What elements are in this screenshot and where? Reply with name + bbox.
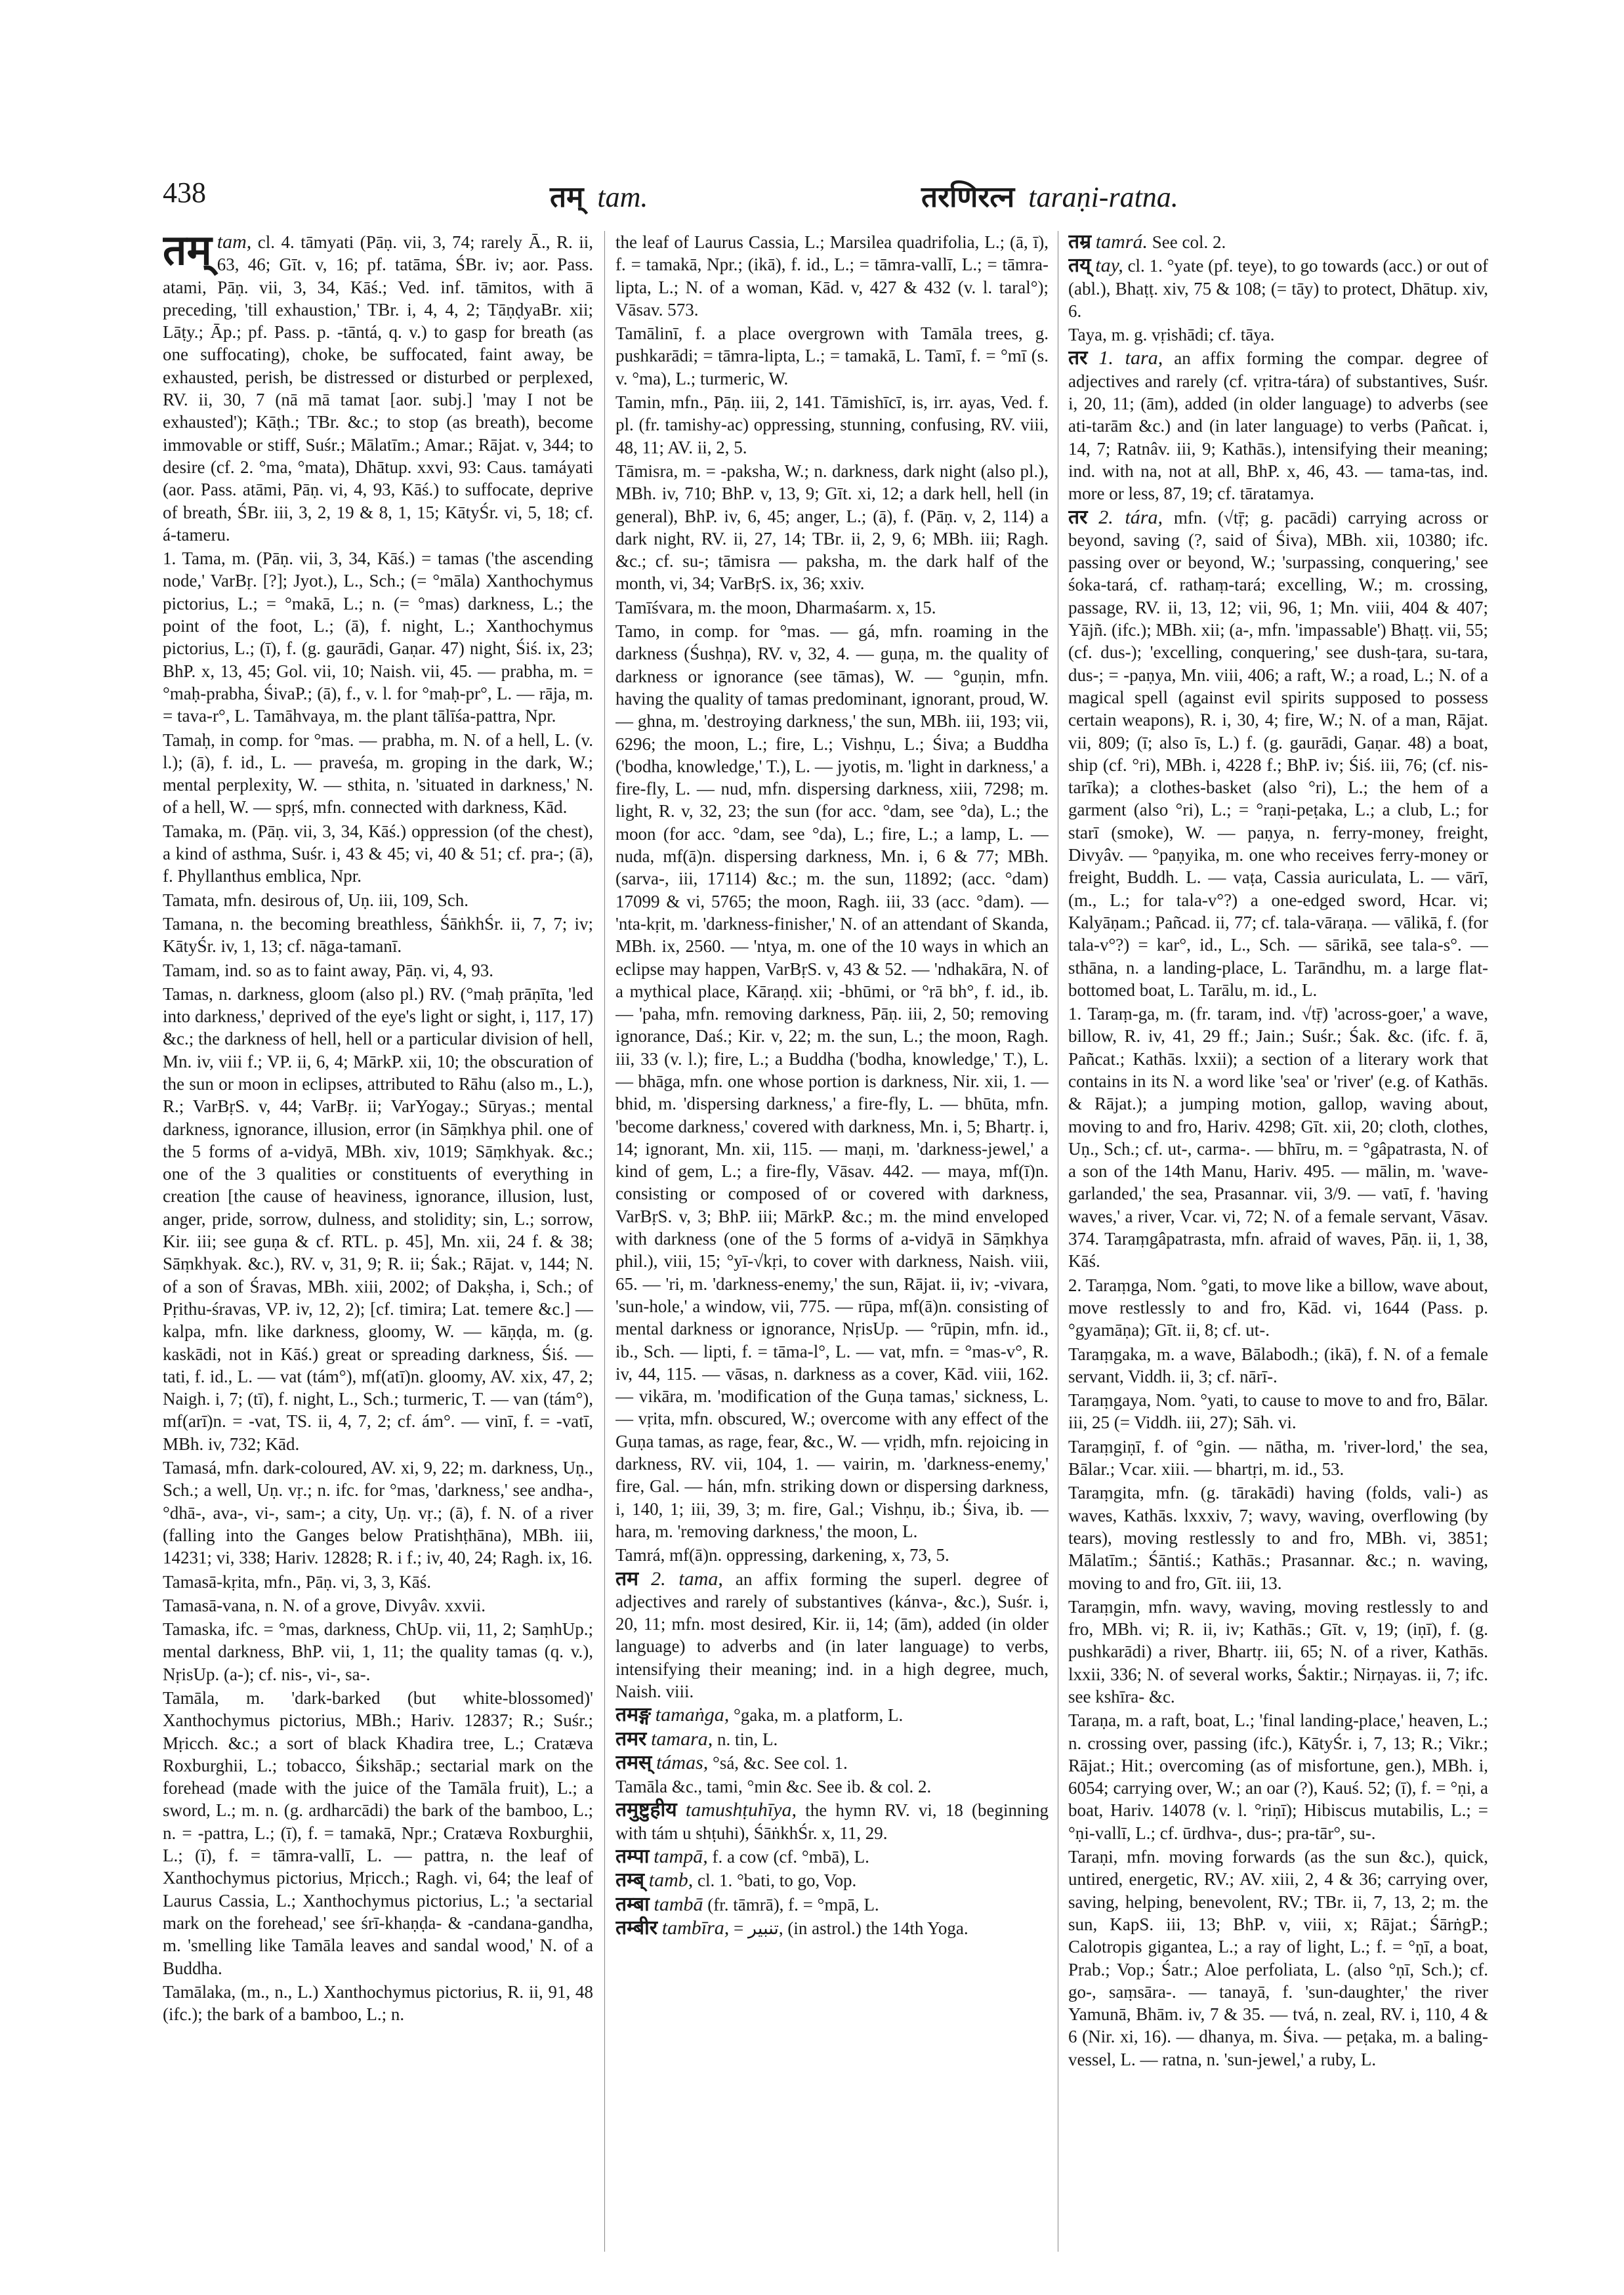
dictionary-entry (615, 1893, 1049, 1916)
dictionary-entry (615, 1544, 1049, 1566)
entry-definition: Tamrá, mf(ā)n. oppressing, darkening, x, 73, 5. (615, 1545, 949, 1565)
entry-definition: cl. 1. °bati, to go, Vop. (697, 1871, 857, 1891)
dictionary-entry (615, 1704, 1049, 1726)
entry-definition: Tamasā-kṛita, mfn., Pāṇ. vi, 3, 3, Kāś. (163, 1571, 432, 1592)
entry-definition: See col. 2. (1152, 232, 1226, 252)
entry-definition: Tamāla &c., tami, °min &c. See ib. & col. 2. (615, 1777, 932, 1797)
entry-definition: (fr. tāmrā), f. = °mpā, L. (707, 1894, 879, 1914)
entry-definition: an affix forming the superl. degree of adjectives and rarely of substantives (kánva-, &c.), Suśr. i, 20, 11; mfn. most desired, Kir. ii, 14; (ām), added (in older language) to adverbs and (in later language) to verbs, intensifying their meaning; ind. in a high degree, much, Naish. viii. (615, 1569, 1049, 1701)
left-head-translit: tam. (597, 181, 648, 213)
headword-devanagari: तर (1068, 346, 1088, 370)
headword-devanagari: तमुष्टुहीय (615, 1798, 677, 1822)
entry-definition: Tamo, in comp. for °mas. — gá, mfn. roaming in the darkness (Śushṇa), RV. v, 32, 4. — guṇa, m. the quality of darkness or ignorance (see tāmas), W. — °guṇin, mfn. having the quality of tamas predominant, ignorant, proud, W. — ghna, m. 'destroying darkness,' the sun, MBh. iii, 193; vii, 6296; the moon, L.; fire, L.; Vishṇu, L.; Śiva; a Buddha ('bodha, knowledge,' T.), L. — jyotis, m. 'light in darkness,' a fire-fly, L. — nud, mfn. dispersing darkness, xiii, 7298; m. light, R. v, 32, 23; the sun (for acc. °dam, see °da), L.; the moon (for acc. °dam, see °da), L.; fire, L.; a lamp, L. — nuda, mf(ā)n. dispersing darkness, Mn. i, 6 & 77; MBh. (sarva-, iii, 17114) &c.; m. the sun, 11892; (acc. °dam) 17099 & vi, 5765; the moon, Ragh. iii, 33 (acc. °dam). — 'nta-kṛit, m. 'darkness-finisher,' N. of an attendant of Skanda, MBh. ix, 2560. — 'ntya, m. one of the 10 ways in which an eclipse may happen, VarBṛS. v, 43 & 52. — 'ndhakāra, N. of a mythical place, Kāraṇḍ. xii; -bhūmi, or °rā bh°, f. id., ib. — 'paha, mfn. removing darkness, Pāṇ. iii, 2, 50; removing ignorance, Daś.; Kir. v, 22; m. the sun, L.; the moon, Ragh. iii, 33 (v. l.); fire, L.; a Buddha ('bodha, knowledge,' T.), L. — bhāga, mfn. one whose portion is darkness, Nir. xii, 1. — bhid, m. 'dispersing darkness,' a fire-fly, L. — bhūta, mfn. 'become darkness,' covered with darkness, Mn. i, 5; Bhartṛ. i, 14; ignorant, Mn. xii, 115. — maṇi, m. 'darkness-jewel,' a kind of gem, L.; a fire-fly, Vāsav. 442. — maya, mf(ī)n. consisting or composed of or covered with darkness, VarBṛS. v, 3; BhP. iii; MārkP. &c.; m. the mind enveloped with darkness (one of the 5 forms of a-vidyā in Sāṃkhya phil.), viii, 15; °yī-√kṛi, to cover with darkness, Naish. viii, 65. — 'ri, m. 'darkness-enemy,' the sun, Rājat. ii, iv; -vivara, 'sun-hole,' a window, vii, 775. — rūpa, mf(ā)n. consisting of mental darkness or ignorance, NṛisUp. — °rūpin, mfn. id., ib., Sch. — lipti, f. = tāma-l°, L. — vat, mfn. = °mas-v°, R. iv, 44, 115. — vāsas, n. darkness as a cover, Kād. viii, 162. — vikāra, m. 'modification of the Guṇa tamas,' sickness, L. — vṛita, mfn. obscured, W.; overcome with any effect of the Guṇa tamas, as rage, fear, &c., W. — vṛidh, mfn. rejoicing in darkness, RV. vii, 104, 1. — vairin, m. 'darkness-enemy,' fire, Gal. — hán, mfn. striking down or dispersing darkness, i, 140, 1; iii, 39, 3; m. fire, Gal.; Vishṇu, ib.; Śiva, ib. — hara, m. 'removing darkness,' the moon, L. (615, 621, 1049, 1541)
right-head-translit: taraṇi-ratna. (1028, 181, 1178, 213)
headword-devanagari: तर (1068, 505, 1088, 529)
entry-definition: Tamana, n. the becoming breathless, ŚāṅkhŚr. ii, 7, 7; iv; KātyŚr. iv, 1, 13; cf. nāga-tamanī. (163, 913, 593, 957)
dictionary-column-2 (615, 231, 1049, 2258)
entry-definition: °sá, &c. See col. 1. (713, 1752, 848, 1773)
entry-definition: 2. Taraṃga, Nom. °gati, to move like a billow, wave about, move restlessly to and fro, Kād. vi, 1644 (Pass. p. °gyamāṇa); Gīt. ii, 8; cf. ut-. (1068, 1275, 1488, 1340)
entry-definition: Taraṃgin, mfn. wavy, waving, moving restlessly to and fro, MBh. vi; R. ii, iv; Kathās.; Gīt. v, 19; (iṇī), f. (g. pushkarādi) a river, Bhartṛ. iii, 65; N. of a river, Kathās. lxxii, 336; N. of several works, Śaktir.; Nirṇayas. ii, 7; ifc. see kshīra- &c. (1068, 1596, 1488, 1706)
entry-definition: Taraṃgiṇī, f. of °gin. — nātha, m. 'river-lord,' the sea, Bālar.; Vcar. xiii. — bhartṛi, m. id., 53. (1068, 1436, 1488, 1479)
entry-definition: f. a cow (cf. °mbā), L. (712, 1847, 869, 1867)
dictionary-entry (615, 1869, 1049, 1892)
headword-transliteration: 1. tara, (1098, 347, 1163, 369)
dictionary-entry (615, 1917, 1049, 1939)
dictionary-entry (1068, 1003, 1488, 1273)
dictionary-entry (615, 596, 1049, 619)
headword-devanagari: तम् (163, 231, 212, 275)
dictionary-entry (615, 1846, 1049, 1868)
dictionary-entry (163, 1981, 593, 2026)
dictionary-entry (615, 620, 1049, 1542)
page-number: 438 (163, 176, 206, 209)
entry-definition: Tamasā-vana, n. N. of a grove, Divyâv. xxvii. (163, 1595, 486, 1615)
entry-definition: 1. Tama, m. (Pāṇ. vii, 3, 34, Kāś.) = tamas ('the ascending node,' VarBṛ. [?]; Jyot.), L., Sch.; (= °māla) Xanthochymus pictorius, L.; = °makā, L.; n. (= °mas) darkness, L.; the point of the foot, L.; (ā), f. night, L.; Xanthochymus pictorius, L.; (ī), f. (g. gaurādi, Gaṇar. 47) night, Śiś. ix, 23; BhP. x, 13, 45; Gol. vii, 10; Naish. vii, 45. — prabha, m. = °maḥ-prabha, ŚivaP.; (ā), f., v. l. for °maḥ-pr°, L. — rāja, m. = tava-r°, L. Tamāhvaya, m. the plant tālīśa-pattra, Npr. (163, 548, 593, 726)
entry-definition: Taraṇi, mfn. moving forwards (as the sun &c.), quick, untired, energetic, RV.; AV. xiii, 2, 4 & 36; carrying over, saving, helping, benevolent, RV.; TBr. ii, 7, 13, 2; m. the sun, KapS. iii, 13; BhP. v, viii, x; Rājat.; ŚārṅgP.; Calotropis gigantea, L.; a ray of light, L.; f. = °ṇī, a boat, Prab.; Vop.; Śatr.; Aloe perfoliata, L. (also °ṇī, Sch.); cf. go-, saṃsāra-. — tanayā, f. 'sun-daughter,' the river Yamunā, Bhām. iv, 7 & 35. — tvá, n. zeal, RV. i, 110, 4 & 6 (Nir. xi, 16). — dhanya, m. Śiva. — peṭaka, m. a baling-vessel, L. — ratna, n. 'sun-jewel,' a ruby, L. (1068, 1847, 1488, 2069)
headword-transliteration: tamushṭuhīya, (685, 1799, 797, 1821)
column-divider (604, 231, 605, 2252)
entry-definition: Tamāla, m. 'dark-barked (but white-blossomed)' Xanthochymus pictorius, MBh.; Hariv. 12837; R.; Suśr.; Mṛicch. &c.; a sort of black Khadira tree, L.; Cratæva Roxburghii, L.; tobacco, Śikshāp.; sectarial mark on the forehead (made with the juice of the Tamāla fruit), L.; a sword, L.; m. n. (g. ardharcādi) the bark of the bamboo, L.; n. = -pattra, L.; (ī), f. = tamakā, Npr.; Cratæva Roxburghii, L.; (ī), f. = tāmra-vallī, L. — pattra, n. the leaf of Xanthochymus pictorius, Mṛicch.; Ragh. vi, 64; the leaf of Laurus Cassia, L.; Xanthochymus pictorius, L.; 'a sectarial mark on the forehead,' see śrī-khaṇḍa- & -candana-gandha, m. 'smelling like Tamāla leaves and sandal wood,' N. of a Buddha. (163, 1688, 593, 1978)
dictionary-entry (615, 1728, 1049, 1750)
headword-transliteration: tay, (1095, 255, 1123, 277)
dictionary-entry (1068, 1274, 1488, 1342)
right-running-head (921, 176, 1178, 215)
dictionary-column-3 (1068, 231, 1488, 2258)
dictionary-entry (163, 231, 593, 546)
headword-devanagari: तमङ्ग (615, 1703, 652, 1727)
left-head-devanagari: तम् (550, 180, 584, 214)
dictionary-entry (1068, 231, 1488, 253)
headword-transliteration: támas, (656, 1751, 709, 1773)
dictionary-entry (615, 1752, 1049, 1774)
dictionary-entry (615, 391, 1049, 459)
entry-definition: Tamaska, ifc. = °mas, darkness, ChUp. vii, 11, 2; SaṃhUp.; mental darkness, BhP. vii, 1, 11; the quality tamas (q. v.), NṛisUp. (a-); cf. nis-, vi-, sa-. (163, 1619, 593, 1684)
headword-devanagari: तम्पा (615, 1845, 650, 1869)
headword-devanagari: तमर (615, 1727, 647, 1750)
entry-definition: Tamaḥ, in comp. for °mas. — prabha, m. N. of a hell, L. (v. l.); (ā), f. id., L. — praveśa, m. groping in the dark, W.; mental perplexity, W. — sthita, n. 'situated in darkness,' N. of a hell, W. — spṛś, mfn. connected with darkness, Kād. (163, 730, 593, 817)
entry-definition: Taraṃgaya, Nom. °yati, to cause to move to and fro, Bālar. iii, 25 (= Viddh. iii, 27); Sāh. vi. (1068, 1390, 1488, 1433)
dictionary-entry (1068, 323, 1488, 346)
headword-transliteration: tamara, (651, 1727, 713, 1750)
headword-devanagari: तमस् (615, 1750, 652, 1774)
dictionary-entry (615, 1799, 1049, 1844)
entry-definition: Taraṃgaka, m. a wave, Bālabodh.; (ikā), f. N. of a female servant, Viddh. ii, 3; cf. nārī-. (1068, 1344, 1488, 1386)
headword-transliteration: tambīra, (661, 1916, 730, 1939)
entry-definition: cl. 1. °yate (pf. teye), to go towards (acc.) or out of (abl.), Bhaṭṭ. xiv, 75 & 108; (= tāy) to protect, Dhātup. xiv, 6. (1068, 256, 1488, 321)
dictionary-entry (1068, 507, 1488, 1002)
entry-definition: Tamin, mfn., Pāṇ. iii, 2, 141. Tāmishīcī, is, irr. ayas, Ved. f. pl. (fr. tamishy-ac) oppressing, stunning, confusing, RV. viii, 48, 11; AV. ii, 2, 5. (615, 392, 1049, 457)
headword-devanagari: तय् (1068, 254, 1091, 278)
entry-definition: Taraṇa, m. a raft, boat, L.; 'final landing-place,' heaven, L.; n. crossing over, passing (ifc.), KātyŚr. i, 7, 13; R.; Vikr.; Rājat.; Hit.; overcoming (as of misfortune, gen.), MBh. i, 6054; carrying over, W.; an oar (?), Kauś. 52; (ī), f. = °ṇi, a boat, Hariv. 14078 (v. l. °riṇī); Hibiscus mutabilis, L.; = °ṇi-vallī, L.; cf. ūrdhva-, dus-; pra-tār°, su-. (1068, 1710, 1488, 1843)
dictionary-entry (615, 231, 1049, 321)
headword-transliteration: tampā, (654, 1846, 708, 1868)
headword-devanagari: तम्बीर (615, 1916, 658, 1939)
dictionary-entry (163, 1687, 593, 1979)
dictionary-entry (615, 1775, 1049, 1798)
entry-definition: an affix forming the compar. degree of adjectives and rarely (cf. vṛitra-tára) of substantives, Suśr. i, 20, 11; (ām), added (in older language) to adverbs (see ati-tarām &c.) and (in later language) to verbs (Pañcat. i, 14, 7; Ratnâv. iii, 9; Kathās.), intensifying their meaning; ind. with na, not at all, BhP. x, 46, 43. — tama-tas, ind. more or less, 87, 19; cf. tāratamya. (1068, 348, 1488, 504)
headword-transliteration: 2. tama, (651, 1567, 723, 1590)
dictionary-entry (1068, 1436, 1488, 1481)
entry-definition: cl. 4. tāmyati (Pāṇ. vii, 3, 74; rarely Ā., R. ii, 63, 46; Gīt. v, 16; pf. tatāma, ŚBr. iv; aor. Pass. atami, Pāṇ. vii, 3, 34, Kāś.; Ved. inf. tāmitos, with ā preceding, 'till exhaustion,' TBr. i, 4, 4, 2; TāṇḍyaBr. xii; Lāṭy.; Āp.; pf. Pass. p. -tāntá, q. v.) to gasp for breath (as one suffocating), choke, be suffocated, faint away, be exhausted, perish, be distressed or disturbed or perplexed, RV. ii, 30, 7 (nā mā tamat [aor. subj.] 'may I not be exhausted'); Kāṭh.; TBr. &c.; to stop (as breath), become immovable or stiff, Suśr.; Mālatīm.; Amar.; Rājat. v, 344; to desire (cf. 2. °ma, °mata), Dhātup. xxvi, 93: Caus. tamáyati (aor. Pass. atāmi, Pāṇ. vi, 4, 93, Kāś.) to suffocate, deprive of breath, ŚBr. iii, 3, 2, 19 & 8, 1, 15; KātyŚr. vi, 5, 18; cf. á-tameru. (163, 232, 593, 545)
entry-definition: Tamam, ind. so as to faint away, Pāṇ. vi, 4, 93. (163, 960, 494, 980)
entry-definition: the leaf of Laurus Cassia, L.; Marsilea quadrifolia, L.; (ā, ī), f. = tamakā, Npr.; (ikā), f. id., L.; = tāmra-vallī, L.; = tāmra-lipta, L.; N. of a woman, Kād. v, 427 & 432 (v. l. taral°); Vāsav. 573. (615, 232, 1049, 320)
dictionary-entry (163, 1571, 593, 1593)
entry-definition: Tamas, n. darkness, gloom (also pl.) RV. (°maḥ prāṇīta, 'led into darkness,' deprived of the eye's light or sight, i, 117, 17) &c.; the darkness of hell, hell or a particular division of hell, Mn. iv, viii f.; VP. ii, 6, 4; MārkP. xii, 10; the obscuration of the sun or moon in eclipses, attributed to Rāhu (also m., L.), R.; VarBṛS. v, 44; VarBṛ. ii; VarYogay.; Sūryas.; mental darkness, ignorance, illusion, error (in Sāṃkhya phil. one of the 5 forms of a-vidyā, MBh. xiv, 1019; Sāṃkhyak. &c.; one of the 3 qualities or constituents of everything in creation [the cause of heaviness, ignorance, illusion, lust, anger, pride, sorrow, dulness, and stolidity; sin, L.; sorrow, Kir. iii; see guṇa & cf. RTL. p. 45], Mn. xii, 24 f. & 38; Sāṃkhyak. &c.), RV. v, 31, 9; R. ii; Śak.; Rājat. v, 144; N. of a son of Śravas, MBh. xiii, 2002; of Dakṣha, i, Sch.; of Pṛithu-śravas, VP. iv, 12, 2); [cf. timira; Lat. temere &c.] — kalpa, mfn. like darkness, gloomy, W. — kāṇḍa, m. (g. kaskādi, not in Kāś.) great or spreading darkness, Śiś. — tati, f. id., L. — vat (tám°), mf(atī)n. gloomy, AV. xix, 47, 2; Naigh. i, 7; (tī), f. night, L., Sch.; turmeric, T. — van (tám°), mf(arī)n. = -vat, TS. ii, 4, 7, 2; cf. ám°. — vinī, f. = -vatī, MBh. iv, 732; Kād. (163, 983, 593, 1454)
headword-transliteration: tamrá. (1095, 231, 1148, 253)
entry-definition: the hymn RV. vi, 18 (beginning with tám u shṭuhi), ŚāṅkhŚr. x, 11, 29. (615, 1800, 1049, 1843)
dictionary-entry (163, 889, 593, 911)
entry-definition: Tamālaka, (m., n., L.) Xanthochymus pictorius, R. ii, 91, 48 (ifc.); the bark of a bamboo, L.; n. (163, 1981, 593, 2025)
dictionary-entry (163, 1594, 593, 1617)
dictionary-entry (163, 547, 593, 727)
headword-transliteration: tambā (654, 1893, 703, 1915)
dictionary-entry (1068, 1481, 1488, 1594)
entry-definition: °gaka, m. a platform, L. (734, 1705, 904, 1726)
left-running-head (550, 176, 648, 215)
dictionary-entry (1068, 347, 1488, 505)
dictionary-entry (1068, 1846, 1488, 2071)
entry-definition: Tamālinī, f. a place overgrown with Tamāla trees, g. pushkarādi; = tāmra-lipta, L.; = tamakā, L. Tamī, f. = °mī (s. v. °ma), L.; turmeric, W. (615, 323, 1049, 388)
headword-transliteration: tamaṅga, (655, 1704, 730, 1726)
entry-definition: Tamasá, mfn. dark-coloured, AV. xi, 9, 22; m. darkness, Uṇ., Sch.; a well, Uṇ. vṛ.; n. ifc. for °mas, 'darkness,' see andha-, °dhā-, ava-, vi-, sam-; a city, Uṇ. vṛ.; (ā), f. N. of a river (falling into the Ganges below Pratishṭhāna), MBh. iii, 14231; vi, 338; Hariv. 12828; R. i f.; iv, 40, 24; Ragh. ix, 16. (163, 1458, 593, 1568)
entry-definition: Tamata, mfn. desirous of, Uṇ. iii, 109, Sch. (163, 890, 469, 910)
dictionary-column-1 (163, 231, 593, 2258)
dictionary-entry (163, 1457, 593, 1569)
entry-definition: Taya, m. g. vṛishādi; cf. tāya. (1068, 325, 1275, 345)
dictionary-entry (1068, 1389, 1488, 1434)
dictionary-entry (163, 820, 593, 888)
dictionary-entry (1068, 1709, 1488, 1844)
right-head-devanagari: तरणिरत्न (921, 180, 1015, 214)
dictionary-entry (163, 959, 593, 982)
dictionary-entry (163, 913, 593, 958)
dictionary-entry (615, 460, 1049, 595)
entry-definition: Tamīśvara, m. the moon, Dharmaśarm. x, 15. (615, 597, 936, 617)
headword-transliteration: tam, (217, 231, 252, 253)
headword-devanagari: तम्ब् (615, 1869, 644, 1892)
entry-definition: n. tin, L. (717, 1729, 778, 1749)
entry-definition: Taraṃgita, mfn. (g. tārakādi) having (folds, vali-) as waves, Kathās. lxxxiv, 7; wavy, waving, overflowing (by tears), moving restlessly to and fro, MBh. vi, 3851; Mālatīm.; Śāntiś.; Kathās.; Prasannar. &c.; n. waving, moving to and fro, Gīt. iii, 13. (1068, 1483, 1488, 1593)
dictionary-entry (615, 1568, 1049, 1703)
entry-definition: 1. Taraṃ-ga, m. (fr. taram, ind. √tṝ) 'across-goer,' a wave, billow, R. iv, 41, 29 ff.; Jain.; Suśr.; Śak. &c. (ifc. f. ā, Pañcat.; Kathās. lxxii); a section of a literary work that contains in its N. a word like 'sea' or 'river' (e.g. of Kathās. & Rājat.); a jumping motion, gallop, waving about, moving to and fro, Hariv. 4298; Gīt. xii, 20; cloth, clothes, Uṇ., Sch.; cf. ut-, carma-. — bhīru, m. = °gâpatrasta, N. of a son of the 14th Manu, Hariv. 495. — mālin, m. 'wave-garlanded,' the sea, Prasannar. vii, 3/9. — vatī, f. 'having waves,' a river, Vcar. vi, 72; N. of a female servant, Vāsav. 374. Taraṃgâpatrasta, mfn. afraid of waves, Pāṇ. ii, 1, 38, Kāś. (1068, 1004, 1488, 1272)
dictionary-entry (1068, 1343, 1488, 1388)
entry-definition: mfn. (√tṝ; g. pacādi) carrying across or beyond, saving (?, said of Śiva), MBh. xii, 10380; ifc. passing over or beyond, W.; 'surpassing, conquering,' see śoka-tará, cf. rathaṃ-tará; excelling, W.; m. crossing, passage, RV. ii, 13, 12; vii, 96, 1; Mn. viii, 404 & 407; Yājñ. (ifc.); MBh. xii; (a-, mfn. 'impassable') Bhaṭṭ. vii, 55; (cf. dus-); 'excelling, conquering,' see dush-ṭara, su-tara, dus-; = -paṇya, Mn. viii, 406; a raft, W.; a road, L.; N. of a magical spell (against evil spirits supposed to possess certain weapons), R. i, 30, 4; fire, W.; N. of a man, Rājat. vii, 809; (ī; also īs, L.) f. (g. gaurādi, Gaṇar. 48) a boat, ship (cf. °ri), MBh. i, 4228 f.; BhP. iv; Śiś. iii, 76; (cf. nis-tarīka); a clothes-basket (also °ri), L.; the hem of a garment (also °ri), L.; = °raṇi-peṭaka, L.; a club, L.; for starī (smoke), W. — paṇya, n. ferry-money, freight, Divyâv. — °paṇyika, m. one who receives ferry-money or freight, Buddh. L. — vaṭa, Cassia auriculata, L. — vārī, (m., L.; for tala-v°?) a one-edged sword, Hcar. vi; Kalyāṇam.; Pañcad. ii, 77; cf. tala-vāraṇa. — vālikā, f. (for tala-v°?) = kar°, id., L., Sch. — sārikā, see tala-s°. — sthāna, n. a landing-place, L. Tarāndhu, m. a large flat-bottomed boat, L. Tarālu, m. id., L. (1068, 507, 1488, 1000)
dictionary-entry (615, 322, 1049, 390)
dictionary-entry (1068, 1596, 1488, 1708)
headword-devanagari: तम्बा (615, 1892, 650, 1916)
dictionary-entry (163, 1618, 593, 1685)
headword-transliteration: 2. tára, (1098, 506, 1163, 528)
dictionary-entry (1068, 255, 1488, 322)
entry-definition: = تنبير, (in astrol.) the 14th Yoga. (734, 1918, 968, 1938)
entry-definition: Tamaka, m. (Pāṇ. vii, 3, 34, Kāś.) oppression (of the chest), a kind of asthma, Suśr. i, 43 & 45; vi, 40 & 51; cf. pra-; (ā), f. Phyllanthus emblica, Npr. (163, 821, 593, 886)
headword-devanagari: तम (615, 1567, 639, 1590)
dictionary-entry (163, 983, 593, 1455)
entry-definition: Tāmisra, m. = -paksha, W.; n. darkness, dark night (also pl.), MBh. iv, 710; BhP. v, 13, 9; Gīt. xi, 12; a dark hell, hell (in general), BhP. iv, 6, 45; anger, L.; (ā), f. (Pāṇ. v, 2, 114) a dark night, RV. ii, 27, 14; TBr. ii, 2, 9, 6; MBh. iii; Ragh. &c.; cf. su-; tāmisra — paksha, m. the dark half of the month, vi, 34; VarBṛS. ix, 36; xxiv. (615, 461, 1049, 594)
headword-transliteration: tamb, (648, 1869, 694, 1892)
headword-devanagari: तम्र (1068, 231, 1092, 253)
dictionary-entry (163, 729, 593, 819)
